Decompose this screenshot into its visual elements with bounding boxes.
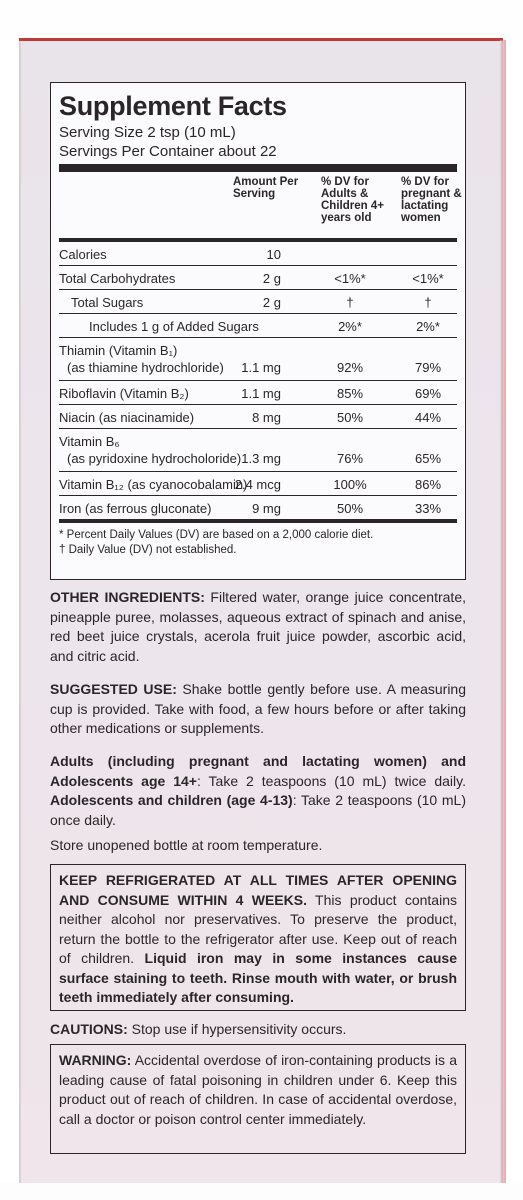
teeth-staining-warning: Liquid iron may in some instances cause surface staining to teeth. Rinse mouth with water, or brush teeth immediately after consuming.	[59, 950, 457, 1005]
nutrient-label: Total Carbohydrates	[59, 271, 176, 286]
nutrient-amount: 1.1 mg	[241, 360, 281, 375]
dv-adults: 100%	[333, 477, 367, 492]
dv-pregnant: 86%	[414, 477, 442, 492]
nutrient-amount: 8 mg	[252, 410, 281, 425]
facts-row	[59, 242, 457, 265]
nutrient-amount: 1.1 mg	[241, 386, 281, 401]
facts-row	[59, 495, 457, 519]
facts-title: Supplement Facts	[59, 91, 287, 121]
nutrient-sublabel: (as thiamine hydrochloride)	[67, 360, 224, 375]
nutrient-label: Riboflavin (Vitamin B₂)	[59, 386, 189, 401]
dosage-adults-bold: Adults (including pregnant and lactating women) and Adolescents age 14+	[50, 753, 466, 789]
dosage-adults-text: : Take 2 teaspoons (10 mL) twice daily.	[196, 772, 466, 789]
footnote-dv-not-established: † Daily Value (DV) not established.	[59, 544, 237, 556]
nutrient-label: Vitamin B₁₂ (as cyanocobalamin)	[59, 477, 248, 492]
nutrient-amount: 2 g	[262, 295, 281, 310]
facts-row	[59, 289, 457, 313]
dv-pregnant: 79%	[414, 360, 442, 375]
box-edge	[500, 40, 506, 1183]
dosage-children-bold: Adolescents and children (age 4-13)	[50, 792, 293, 808]
nutrient-label: Vitamin B₆	[59, 434, 120, 449]
dv-adults: †	[346, 295, 354, 310]
dv-pregnant: †	[424, 295, 432, 310]
nutrient-label: Niacin (as niacinamide)	[59, 410, 195, 425]
col-amount: Amount Per Serving	[233, 176, 299, 200]
nutrient-amount: 2.4 mcg	[234, 477, 281, 492]
cautions	[50, 1020, 466, 1040]
nutrient-label: Calories	[59, 247, 107, 262]
warning-heading: WARNING:	[59, 1052, 132, 1068]
col-dv-adults: % DV for Adults & Children 4+ years old	[321, 176, 384, 224]
refrigerate-box	[50, 864, 466, 1011]
other-ingredients-heading: OTHER INGREDIENTS:	[50, 589, 205, 605]
nutrient-amount: 2 g	[262, 271, 281, 286]
facts-row	[59, 337, 457, 380]
warning-text: Accidental overdose of iron-containing products is a leading cause of fatal poisoning in children under 6. Keep this product out of reach of children. In case of accidental overdose, call a doctor or poison control center immediately.	[59, 1052, 457, 1127]
suggested-use-heading: SUGGESTED USE:	[50, 681, 177, 697]
dv-pregnant: <1%*	[412, 271, 444, 286]
servings-per-container: Servings Per Container about 22	[59, 143, 277, 160]
footnote-percent-dv: * Percent Daily Values (DV) are based on a 2,000 calorie diet.	[59, 529, 374, 541]
facts-row	[59, 404, 457, 428]
serving-size: Serving Size 2 tsp (10 mL)	[59, 124, 236, 141]
other-ingredients	[50, 588, 466, 666]
dv-adults: 50%	[336, 410, 364, 425]
facts-row	[59, 471, 457, 495]
dv-adults: 85%	[336, 386, 364, 401]
dosage-instructions	[50, 752, 466, 830]
suggested-use	[50, 680, 466, 739]
facts-row	[59, 313, 457, 337]
dv-pregnant: 65%	[414, 451, 442, 466]
dosage-children-text: : Take 2 teaspoons (10 mL) once daily.	[50, 792, 466, 828]
dv-pregnant: 69%	[414, 386, 442, 401]
cautions-text: Stop use if hypersensitivity occurs.	[131, 1021, 347, 1037]
nutrient-amount: 10	[266, 247, 281, 262]
warning-box	[50, 1044, 466, 1154]
nutrient-label: Total Sugars	[71, 295, 144, 310]
dv-adults: 92%	[336, 360, 364, 375]
suggested-use-text: Shake bottle gently before use. A measuring cup is provided. Take with food, a few hours before or after taking other medications or supplements.	[50, 681, 466, 736]
dv-pregnant: 2%*	[416, 319, 440, 334]
facts-row	[59, 380, 457, 404]
col-dv-pregnant: % DV for pregnant & lactating women	[401, 176, 462, 224]
supplement-facts-panel	[50, 82, 466, 580]
other-ingredients-text: Filtered water, orange juice concentrate, pineapple puree, molasses, aqueous extract of spinach and anise, red beet juice crystals, acerola fruit juice powder, ascorbic acid, and citric acid.	[50, 589, 466, 664]
facts-row	[59, 428, 457, 471]
background-bottom	[0, 1183, 523, 1200]
facts-rows	[59, 242, 457, 519]
storage-note: Store unopened bottle at room temperature.	[50, 837, 323, 853]
dv-adults: 76%	[336, 451, 364, 466]
dv-adults: <1%*	[334, 271, 366, 286]
dv-adults: 50%	[336, 501, 364, 516]
facts-row	[59, 265, 457, 289]
refrigerate-bold: KEEP REFRIGERATED AT ALL TIMES AFTER OPENING AND CONSUME WITHIN 4 WEEKS.	[59, 872, 457, 908]
refrigerate-text: This product contains neither alcohol nor preservatives. To preserve the product, return the bottle to the refrigerator after use. Keep out of reach of children.	[59, 891, 457, 966]
cautions-heading: CAUTIONS:	[50, 1021, 128, 1037]
nutrient-label: Thiamin (Vitamin B₁)	[59, 343, 178, 358]
nutrient-label: Includes 1 g of Added Sugars	[89, 319, 259, 334]
nutrient-amount: 1.3 mg	[241, 451, 281, 466]
dv-pregnant: 33%	[414, 501, 442, 516]
dv-pregnant: 44%	[414, 410, 442, 425]
background-top	[0, 0, 523, 40]
facts-column-headers	[59, 172, 462, 238]
dv-adults: 2%*	[338, 319, 362, 334]
nutrient-sublabel: (as pyridoxine hydrocholoride)	[67, 451, 242, 466]
nutrient-label: Iron (as ferrous gluconate)	[59, 501, 212, 516]
nutrient-amount: 9 mg	[252, 501, 281, 516]
